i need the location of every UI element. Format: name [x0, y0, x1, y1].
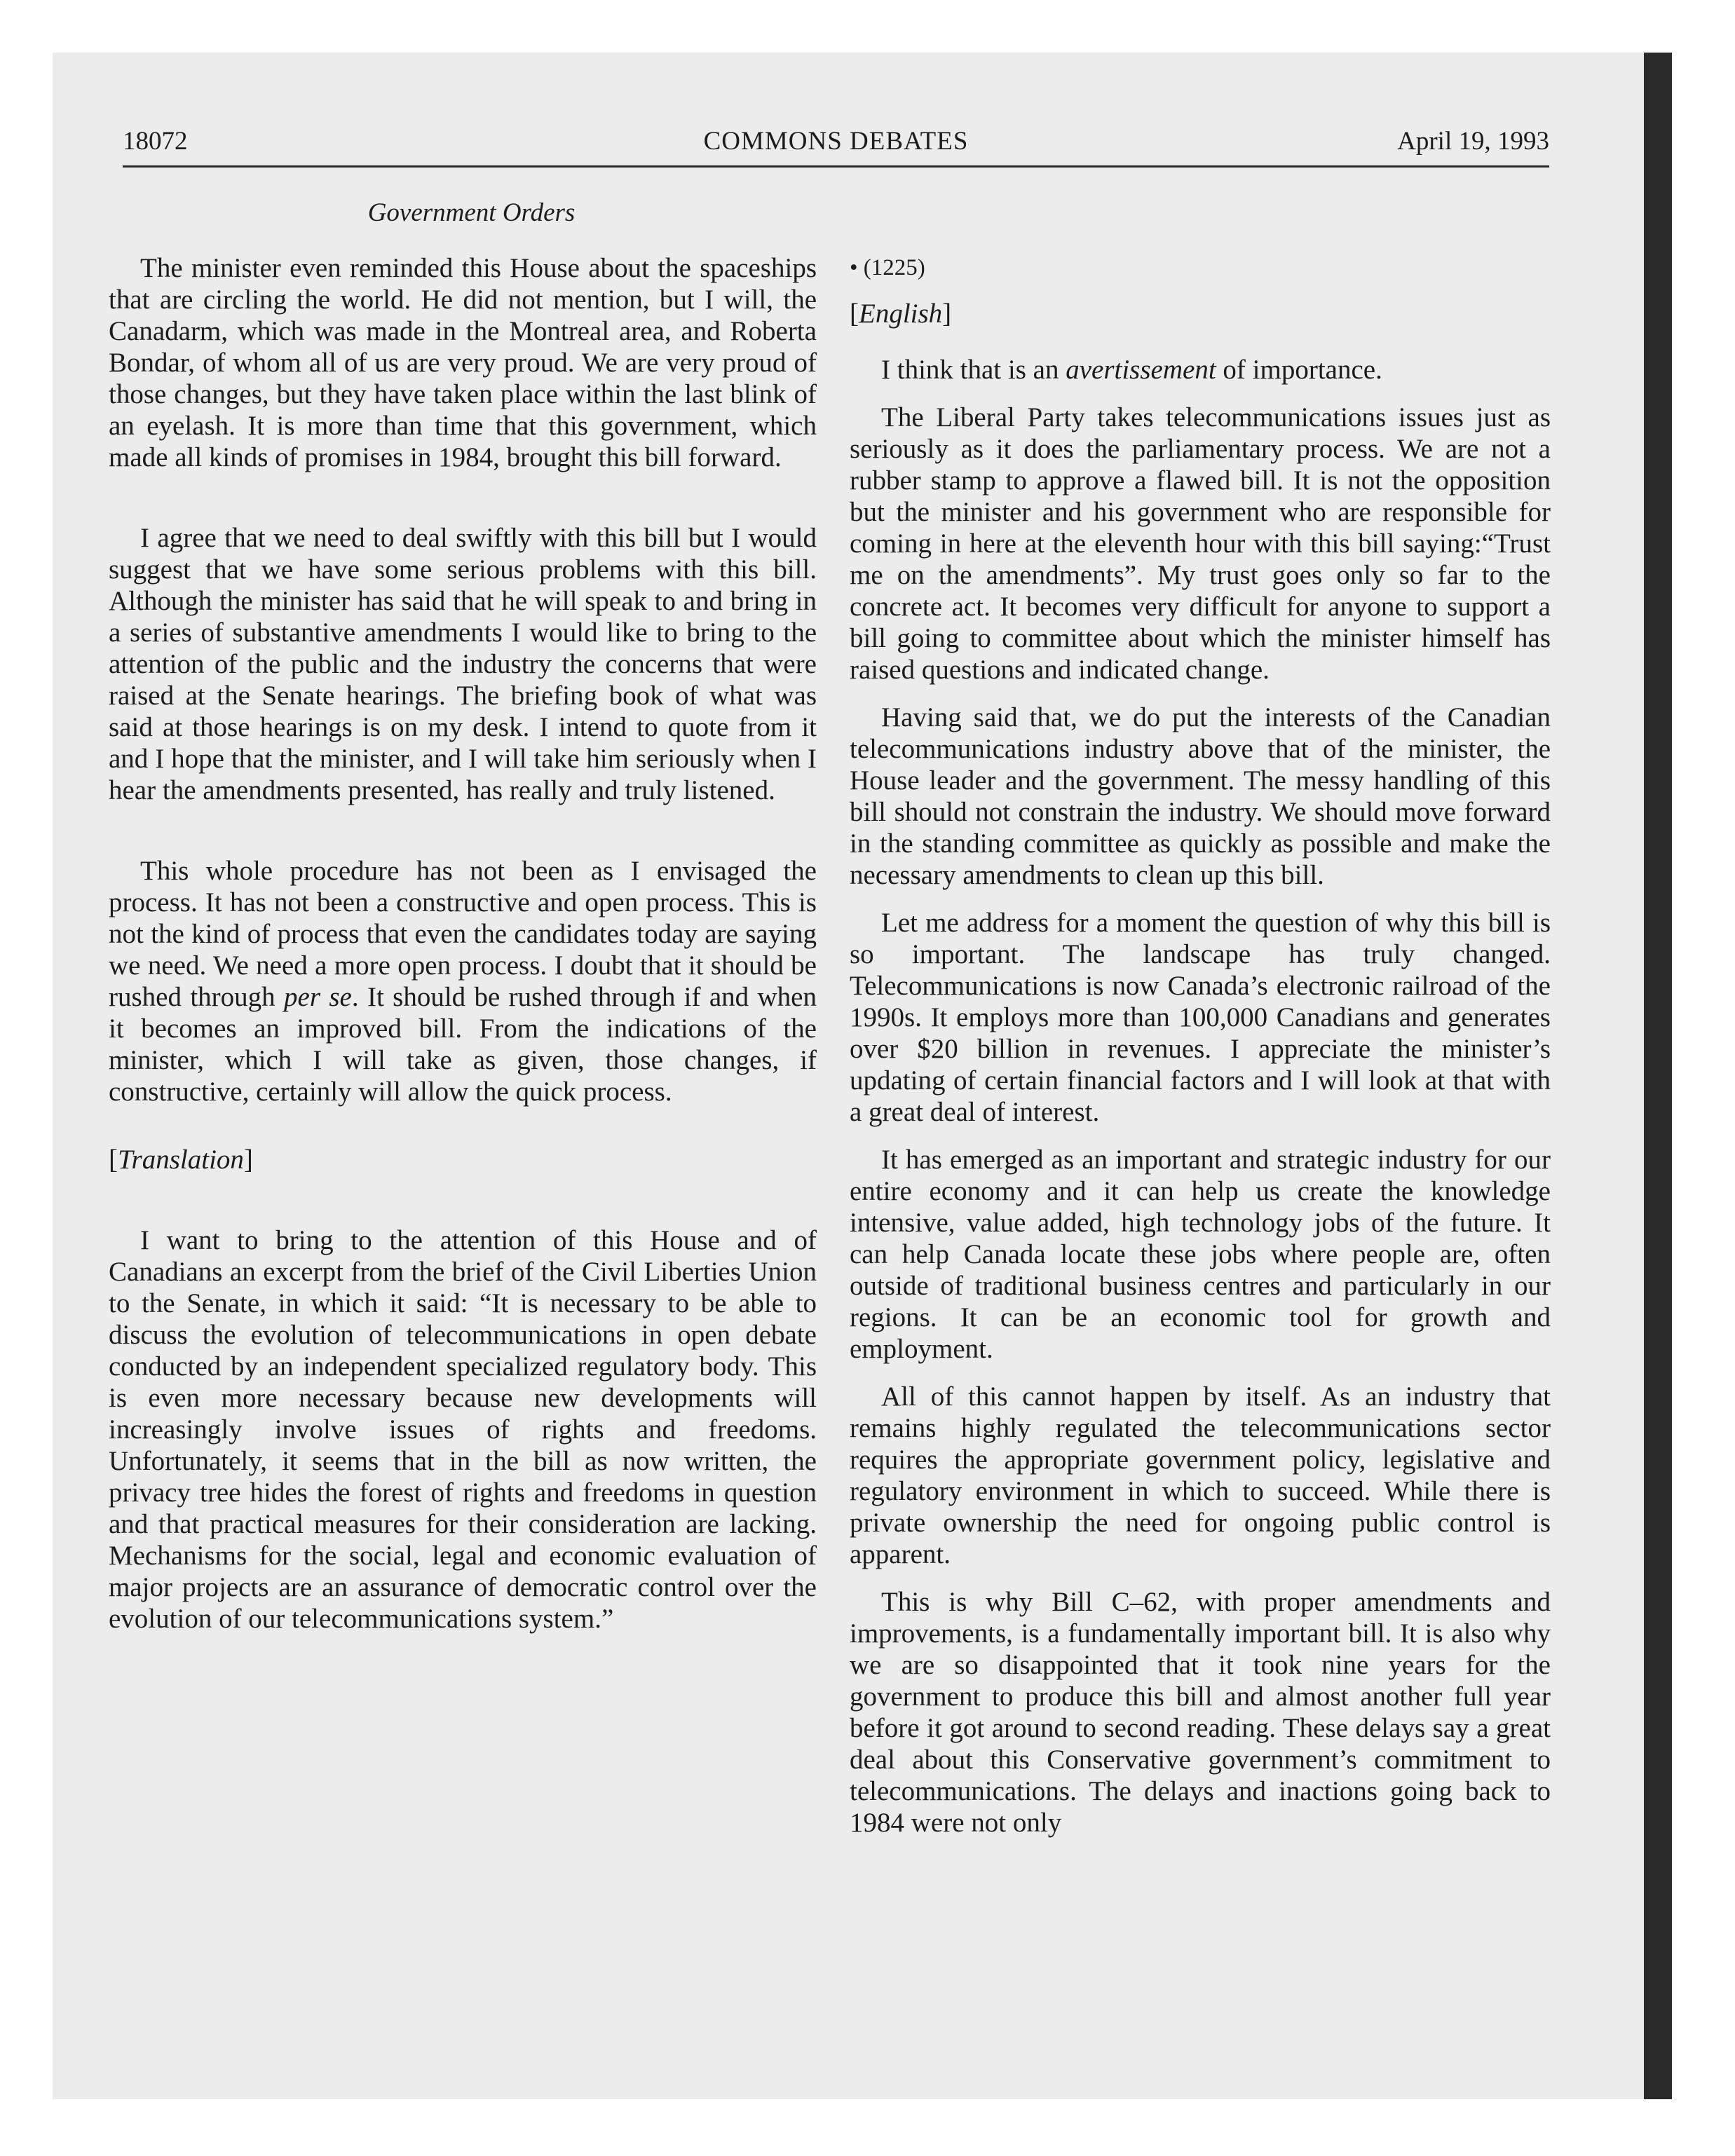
paragraph: Let me address for a moment the question of why this bill is so important. The landscape has truly changed. Telecommunications is now Canada’s electronic railroad of the 1990s. It employs more than 100,000 Canadians and generates over $20 billion in revenues. I appreciate the minister’s updating of certain financial factors and I will look at that with a great deal of interest.	[850, 908, 1551, 1127]
paragraph: I want to bring to the attention of this House and of Canadians an excerpt from the brief of the Civil Liberties Union to the Senate, in which it said: “It is necessary to be able to discuss the evolution of telecommunications in open debate conducted by an independent specialized regulatory body. This is even more necessary because new developments will increasingly involve issues of rights and freedoms. Unfortunately, it seems that in the bill as now written, the privacy tree hides the forest of rights and freedoms in question and that practical measures for their consideration are lacking. Mechanisms for the social, legal and economic evaluation of major projects are an assurance of democratic control over the evolution of our telecommunications system.”	[109, 1225, 817, 1634]
paragraph: All of this cannot happen by itself. As an industry that remains highly regulated the telecommunications sector requires the appropriate government policy, legislative and regulatory environment in which to succeed. While there is private ownership the need for ongoing public control is apparent.	[850, 1381, 1551, 1569]
paragraph: It has emerged as an important and strategic industry for our entire economy and it can help us create the knowledge intensive, value added, high technology jobs of the future. It can help Canada locate these jobs where people are, often outside of traditional business centres and particularly in our regions. It can be an economic tool for growth and employment.	[850, 1145, 1551, 1364]
header-rule	[123, 165, 1549, 168]
italic-term: avertissement	[1066, 355, 1216, 385]
italic-term: per se	[284, 982, 352, 1012]
paragraph: The minister even reminded this House about the spaceships that are circling the world. He did not mention, but I will, the Canadarm, which was made in the Montreal area, and Roberta Bondar, of whom all of us are very proud. We are very proud of those changes, but they have taken place within the last blink of an eyelash. It is more than time that this government, which made all kinds of promises in 1984, brought this bill forward.	[109, 253, 817, 472]
translation-tag: [Translation]	[109, 1145, 253, 1175]
paragraph: I think that is an avertissement of importance.	[881, 355, 1382, 385]
paragraph: This is why Bill C–62, with proper amendments and improvements, is a fundamentally important bill. It is also why we are so disappointed that it took nine years for the government to produce this bill and almost another full year before it got around to second reading. These delays say a great deal about this Conservative government’s commitment to telecommunications. The delays and inactions going back to 1984 were not only	[850, 1587, 1551, 1838]
publication-date: April 19, 1993	[1397, 127, 1549, 156]
language-tag: [English]	[850, 299, 952, 329]
right-column	[850, 252, 1551, 1838]
left-column	[109, 252, 817, 1635]
publication-title: COMMONS DEBATES	[703, 127, 969, 156]
paragraph: The Liberal Party takes telecommunications issues just as seriously as it does the parliamentary process. We are not a rubber stamp to approve a flawed bill. It is not the opposition but the minister and his government who are responsible for coming in here at the eleventh hour with this bill saying:“Trust me on the amendments”. My trust goes only so far to the concrete act. It becomes very difficult for anyone to support a bill going to committee about which the minister himself has raised questions and indicated change.	[850, 402, 1551, 685]
page-number: 18072	[123, 127, 188, 156]
paragraph: This whole procedure has not been as I envisaged the process. It has not been a constructive and open process. This is not the kind of process that even the candidates today are saying we need. We need a more open process. I doubt that it should be rushed through per se. It should be rushed through if and when it becomes an improved bill. From the indications of the minister, which I will take as given, those changes, if constructive, certainly will allow the quick process.	[109, 856, 817, 1107]
paragraph: I agree that we need to deal swiftly with this bill but I would suggest that we have some serious problems with this bill. Although the minister has said that he will speak to and bring in a series of substantive amendments I would like to bring to the attention of the public and the industry the concerns that were raised at the Senate hearings. The briefing book of what was said at those hearings is on my desk. I intend to quote from it and I hope that the minister, and I will take him seriously when I hear the amendments presented, has really and truly listened.	[109, 523, 817, 805]
page-header	[123, 126, 1549, 168]
paragraph: Having said that, we do put the interests of the Canadian telecommunications industry above that of the minister, the House leader and the government. The messy handling of this bill should not constrain the industry. We should move forward in the standing committee as quickly as possible and make the necessary amendments to clean up this bill.	[850, 702, 1551, 890]
section-title: Government Orders	[367, 198, 576, 227]
time-marker: • (1225)	[850, 255, 925, 280]
